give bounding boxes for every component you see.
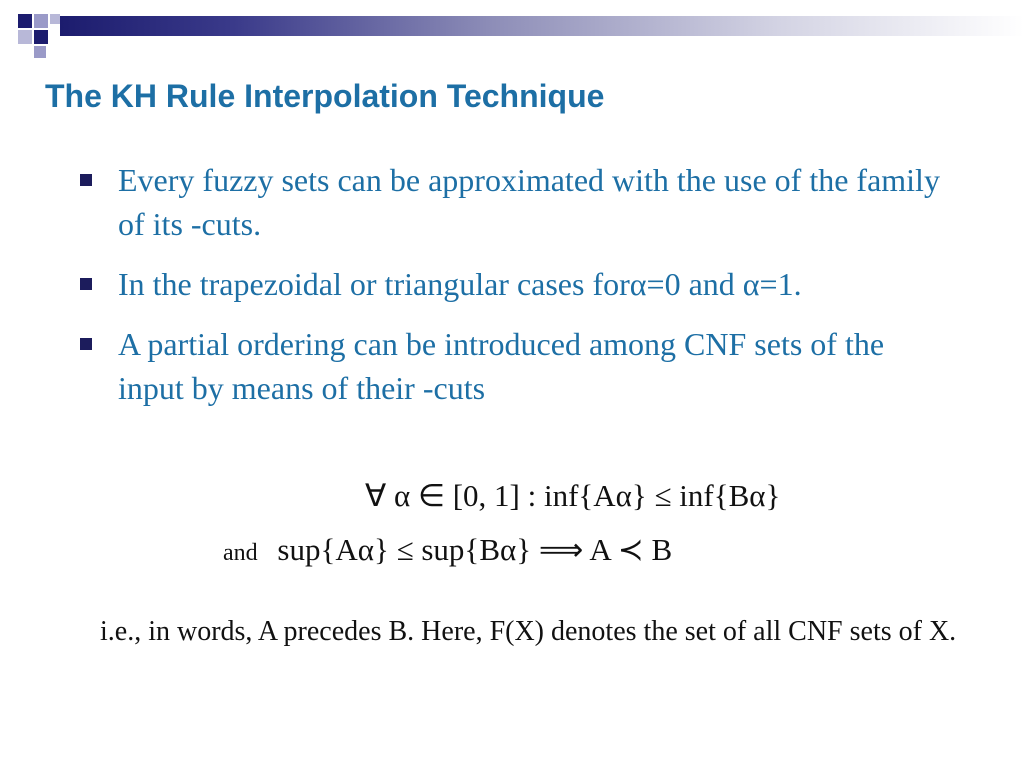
formula-line-1: ∀ α ∈ [0, 1] : inf{Aα} ≤ inf{Bα} — [365, 478, 781, 513]
bullet-text: Every fuzzy sets can be approximated with the use of the family of its -cuts. — [118, 162, 940, 242]
bullet-item — [80, 262, 940, 306]
slide-title: The KH Rule Interpolation Technique — [45, 78, 605, 114]
formula-line-2 — [223, 532, 672, 568]
header-gradient-bar — [60, 16, 1024, 36]
square-bullet-icon — [80, 338, 92, 350]
explanation-text: i.e., in words, A precedes B. Here, F(X) denotes the set of all CNF sets of X. — [100, 616, 957, 647]
formula-line-2-text: sup{Aα} ≤ sup{Bα} ⟹ A ≺ B — [277, 532, 673, 567]
square-bullet-icon — [80, 278, 92, 290]
bullet-item — [80, 158, 940, 246]
deco-square-dark — [18, 14, 32, 28]
deco-square-light — [50, 14, 60, 24]
bullet-item — [80, 322, 940, 410]
bullet-list — [80, 158, 940, 426]
deco-square-dark — [34, 30, 48, 44]
deco-square-light — [34, 14, 48, 28]
deco-square-light — [34, 46, 46, 58]
bullet-text: A partial ordering can be introduced among CNF sets of the input by means of their -cuts — [118, 326, 885, 406]
formula-and-label: and — [223, 540, 258, 566]
square-bullet-icon — [80, 174, 92, 186]
bullet-text: In the trapezoidal or triangular cases forα=0 and α=1. — [118, 266, 802, 302]
deco-square-light — [18, 30, 32, 44]
